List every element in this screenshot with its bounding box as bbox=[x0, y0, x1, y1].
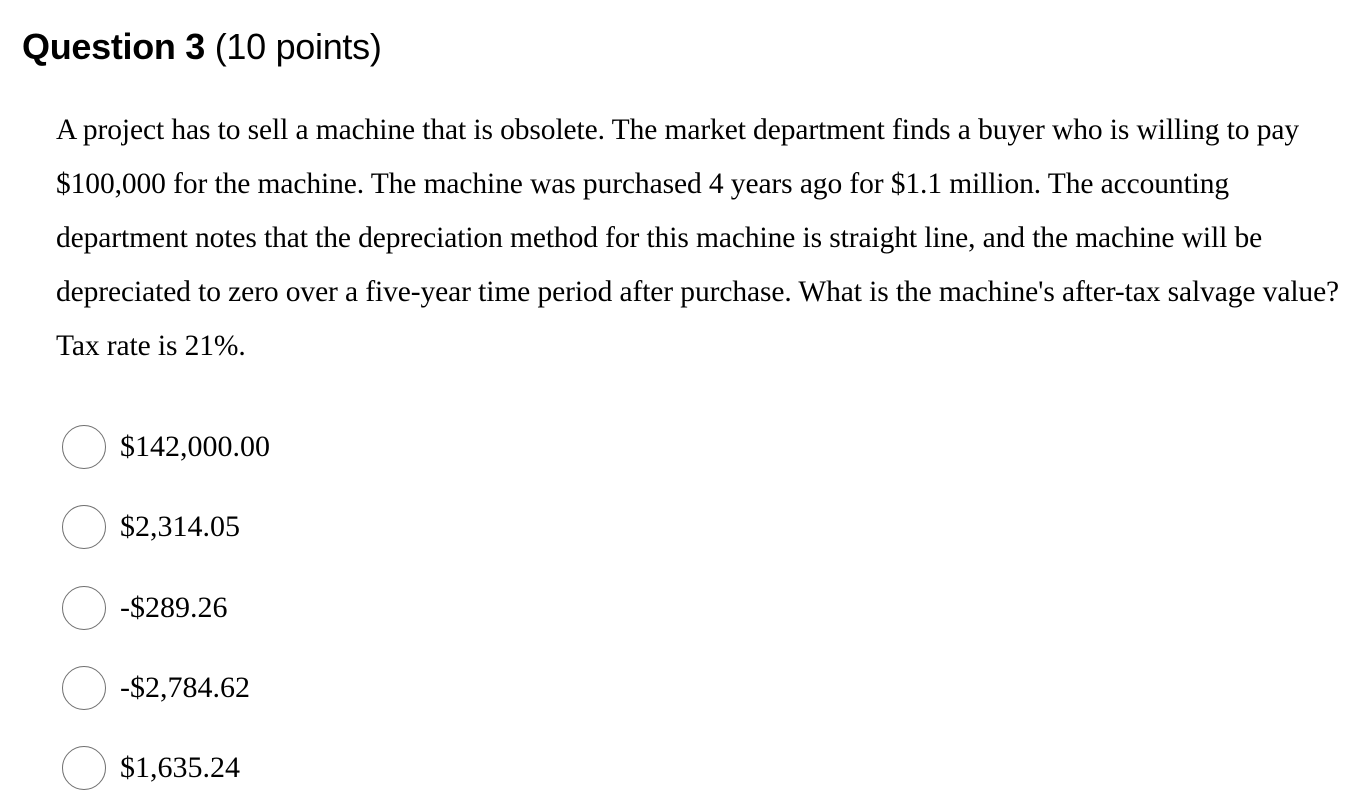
answer-label: $142,000.00 bbox=[120, 430, 270, 463]
answer-label: -$2,784.62 bbox=[120, 671, 250, 704]
answer-option-3[interactable] bbox=[62, 585, 228, 631]
answer-option-4[interactable] bbox=[62, 665, 250, 711]
answer-label: $1,635.24 bbox=[120, 751, 240, 784]
radio-button-icon[interactable] bbox=[62, 666, 106, 710]
question-header bbox=[22, 24, 382, 70]
answer-label: -$289.26 bbox=[120, 591, 228, 624]
radio-button-icon[interactable] bbox=[62, 746, 106, 790]
answer-label: $2,314.05 bbox=[120, 510, 240, 543]
radio-button-icon[interactable] bbox=[62, 425, 106, 469]
answer-option-5[interactable] bbox=[62, 745, 240, 791]
radio-button-icon[interactable] bbox=[62, 586, 106, 630]
answer-option-2[interactable] bbox=[62, 504, 240, 550]
question-title: Question 3 bbox=[22, 26, 206, 67]
radio-button-icon[interactable] bbox=[62, 505, 106, 549]
question-text: A project has to sell a machine that is obsolete. The market department finds a buyer who is willing to pay $100,000 for the machine. The machine was purchased 4 years ago for $1.1 million. The accounting department notes that the depreciation method for this machine is straight line, and the machine will be depreciated to zero over a five-year time period after purchase. What is the machine's after-tax salvage value? Tax rate is 21%. bbox=[56, 114, 1340, 362]
answer-option-1[interactable] bbox=[62, 424, 270, 470]
question-points: (10 points) bbox=[205, 26, 382, 67]
